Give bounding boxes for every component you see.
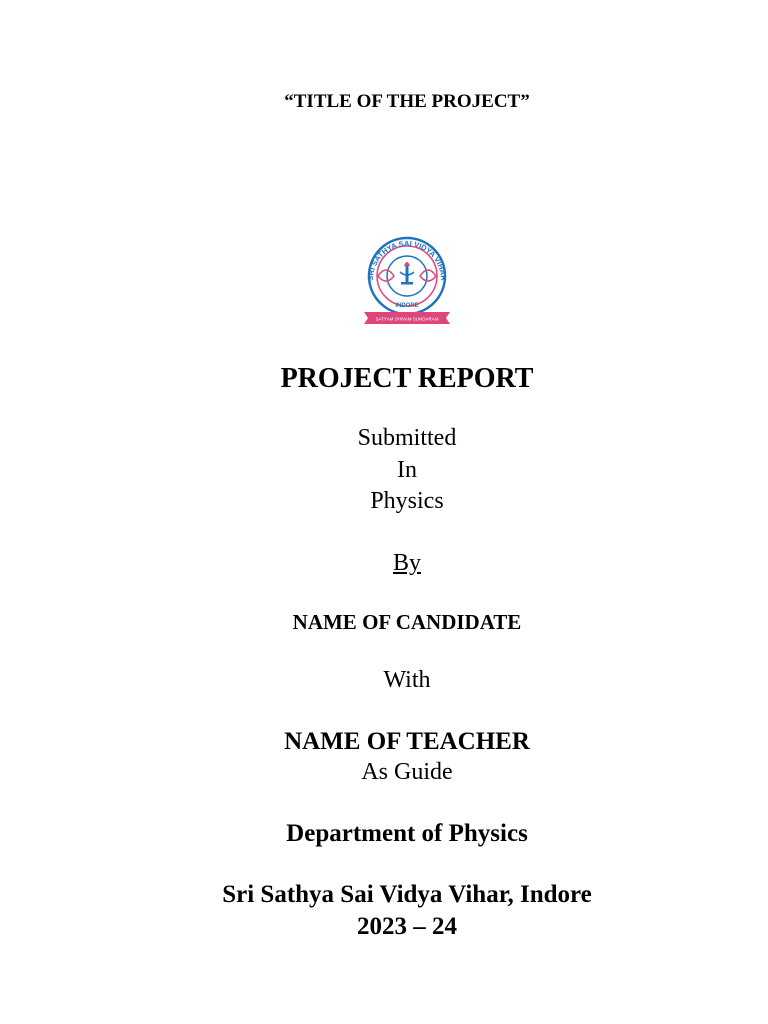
- with-text: With: [383, 667, 431, 693]
- by-text: By: [392, 550, 421, 576]
- project-title: “TITLE OF THE PROJECT”: [284, 91, 530, 112]
- logo-banner-text: SATYAM SHIVAM SUNDARAM: [375, 316, 439, 322]
- school-logo-icon: [356, 236, 458, 324]
- session-year: 2023 – 24: [357, 913, 457, 940]
- logo-bottom-text: INDORE: [395, 303, 419, 309]
- institution-name: Sri Sathya Sai Vidya Vihar, Indore: [222, 881, 592, 908]
- logo-ring-text: SRI SATHYA SAI VIDYA VIHAR: [365, 238, 449, 281]
- in-text: In: [397, 457, 417, 483]
- candidate-name: NAME OF CANDIDATE: [292, 610, 522, 634]
- teacher-name: NAME OF TEACHER: [284, 728, 530, 755]
- submitted-text: Submitted: [357, 425, 457, 451]
- subject-text: Physics: [370, 488, 444, 514]
- report-heading: PROJECT REPORT: [280, 363, 534, 394]
- as-guide-text: As Guide: [361, 759, 453, 785]
- department-name: Department of Physics: [286, 820, 528, 847]
